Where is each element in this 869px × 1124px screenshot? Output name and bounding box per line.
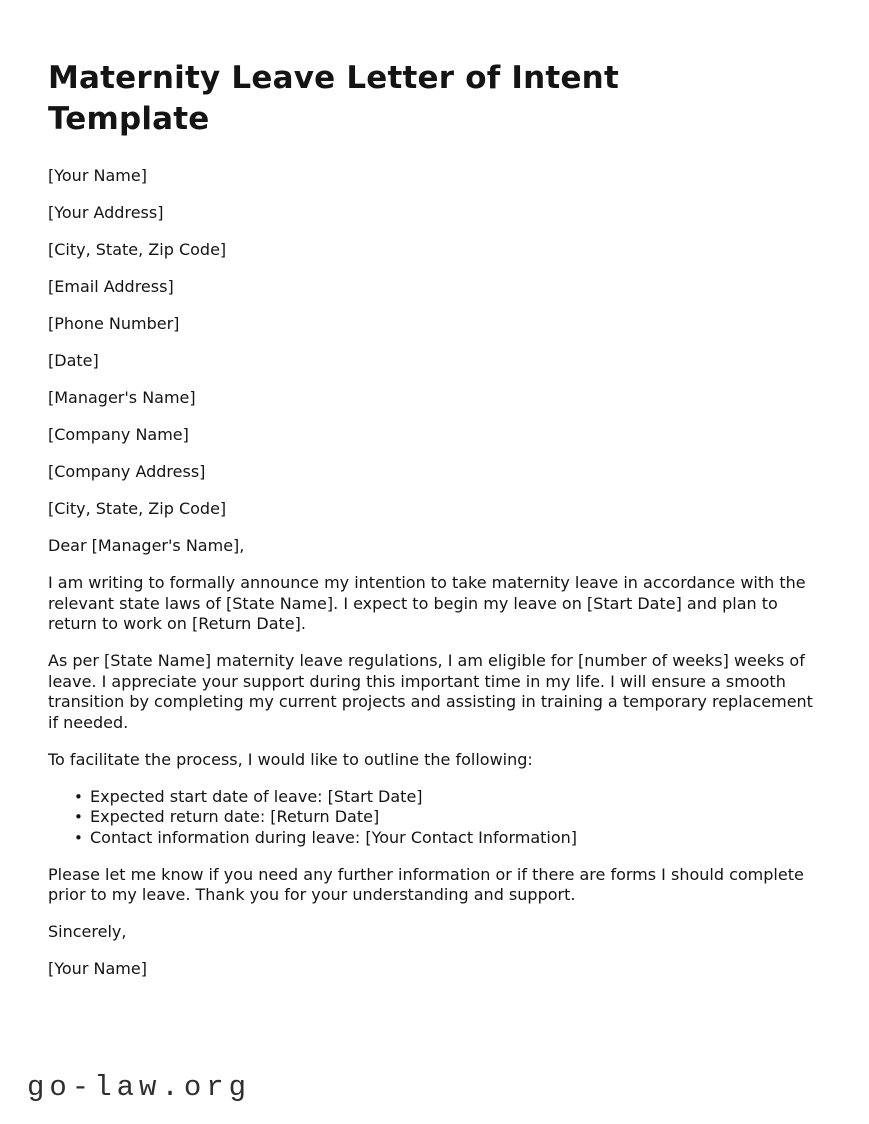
letter-header-line: [Company Address] bbox=[48, 462, 206, 481]
bullet-item: • Contact information during leave: [Your Contact Information] bbox=[90, 828, 820, 849]
letter-header-line: [Company Name] bbox=[48, 425, 189, 444]
bullet-item: • Expected return date: [Return Date] bbox=[90, 807, 820, 828]
letter-header-line: [Your Address] bbox=[48, 203, 164, 222]
letter-header-line: [Manager's Name] bbox=[48, 388, 196, 407]
salutation: Dear [Manager's Name], bbox=[48, 536, 245, 555]
letter-header-line: [Date] bbox=[48, 351, 99, 370]
footer-brand: go-law.org bbox=[27, 1071, 252, 1104]
paragraph: I am writing to formally announce my intention to take maternity leave in accordance with the relevant state laws of [State Name]. I expect to begin my leave on [Start Date] and plan to return to work on [Return Date]. bbox=[48, 573, 806, 633]
signature: [Your Name] bbox=[48, 959, 147, 978]
letter-header-line: [City, State, Zip Code] bbox=[48, 499, 227, 518]
closing-paragraph: Please let me know if you need any further information or if there are forms I should complete prior to my leave. Thank you for your understanding and support. bbox=[48, 864, 804, 904]
letter-header-block bbox=[48, 166, 820, 520]
letter-header-line: [Email Address] bbox=[48, 277, 174, 296]
signoff: Sincerely, bbox=[48, 922, 127, 941]
outline-list bbox=[48, 787, 820, 849]
paragraph: As per [State Name] maternity leave regulations, I am eligible for [number of weeks] weeks of leave. I appreciate your support during this important time in my life. I will ensure a smooth transition by completing my current projects and assisting in training a temporary replacement if needed. bbox=[48, 651, 813, 732]
letter-header-line: [Your Name] bbox=[48, 166, 147, 185]
page-title: Maternity Leave Letter of Intent Template bbox=[48, 60, 619, 137]
bullet-item: • Expected start date of leave: [Start Date] bbox=[90, 787, 820, 808]
paragraph: To facilitate the process, I would like to outline the following: bbox=[48, 749, 533, 769]
letter-header-line: [City, State, Zip Code] bbox=[48, 240, 227, 259]
letter-header-line: [Phone Number] bbox=[48, 314, 180, 333]
letter-body-paragraphs bbox=[48, 573, 820, 770]
